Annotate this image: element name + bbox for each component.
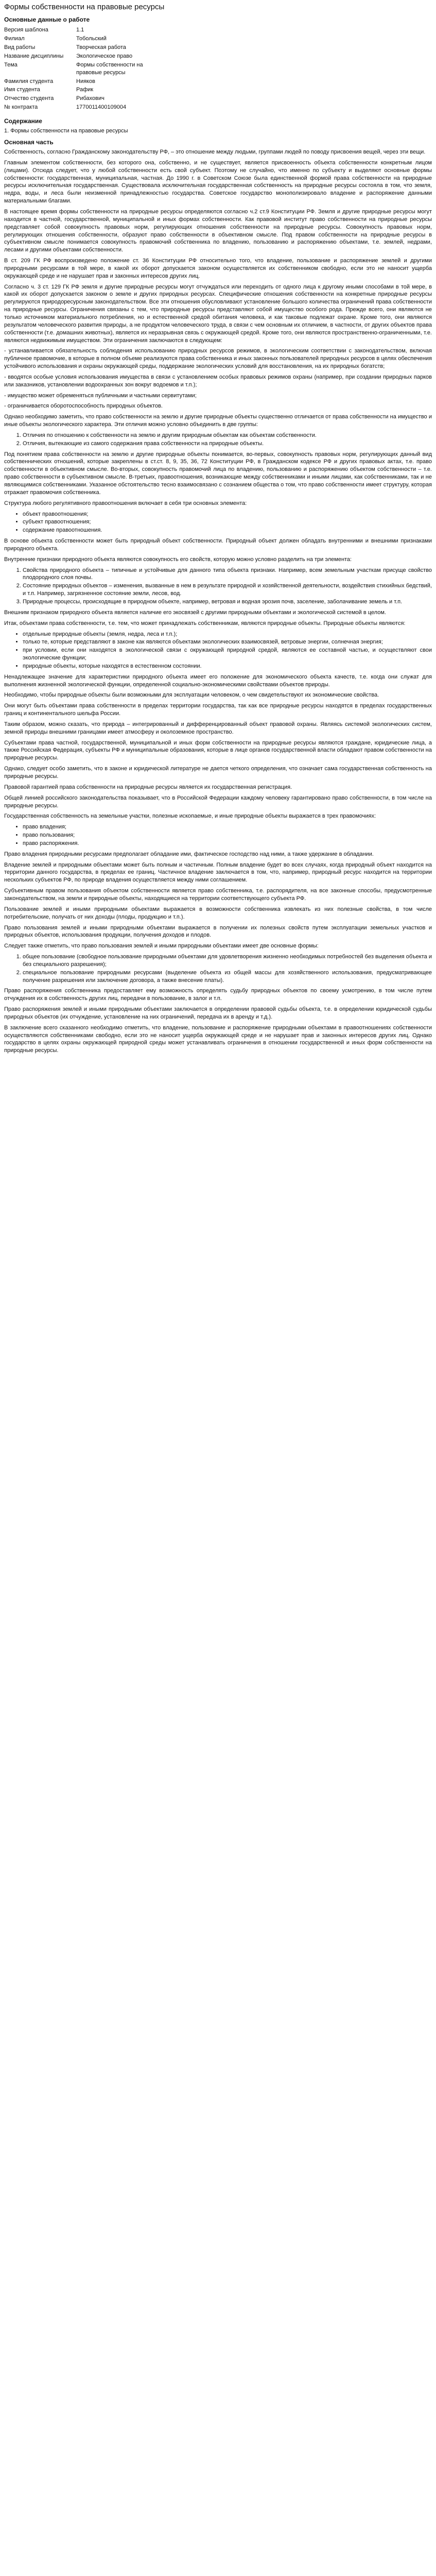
list-item: • при условии, если они находятся в экологической связи с окружающей природной средой, являются ее составной частью, и осуществляют свои экологические функции; [23,647,432,662]
meta-value: Рибахович [76,95,104,102]
main-heading: Основная часть [4,138,54,146]
paragraph: - вводятся особые условия использования имущества в связи с установлением особых правовых режимов охраны (например, при создании природных парков или заказников, установлении водоохранных зон вокруг водоемов и т.п.); [4,374,432,388]
paragraph: Владение землей и природными объектами может быть полным и частичным. Полным владение будет во всех случаях, когда природный объект находится на территории данного государства, в пределах ее границ. Частичное владение заключается в том, что, например, природный ресурс находится на территории нескольких субъектов РФ, по природе владения осуществляется между ними соглашением. [4,861,432,884]
objects-list [4,631,432,670]
paragraph: Общей линией российского законодательства показывает, что в Российской Федерации каждому человеку гарантировано право собственности, в том числе на природные ресурсы. [4,794,432,809]
paragraph: Право распоряжения собственника предоставляет ему возможность определять судьбу природных объектов по своему усмотрению, в том числе путем отчуждения их в собственность других лиц, передачи в пользование, в залог и т.п. [4,988,432,1002]
list-item: • объект правоотношения; [23,511,432,518]
paragraph: Однако необходимо заметить, что право собственности на землю и другие природные объекты существенно отличается от права собственности на имущество и иные объекты экологического характера. Эти отличия можно условно объединить в две группы: [4,414,432,428]
paragraph: Внешним признаком природного объекта является наличие его экосвязей с другими природными объектами и экологической системой в целом. [4,609,386,616]
meta-row [4,77,148,86]
meta-value: 1770011400109004 [76,104,127,111]
meta-row [4,61,148,77]
list-item: • отдельные природные объекты (земля, недра, леса и т.п.); [23,631,432,638]
info-heading: Основные данные о работе [4,16,90,24]
paragraph: Правовой гарантией права собственности на природные ресурсы является их государственная регистрация. [4,784,292,790]
paragraph: В настоящее время формы собственности на природные ресурсы определяются согласно ч.2 ст.9 Конституции РФ. Земля и другие природные ресурсы могут находится в частной, государственной, муниципальной и иных формах собственности. Как правовой институт право собственности на природные ресурсы представляет собой совокупность правовых норм, регулирующих отношения собственности на природные ресурсы. Совокупность правовых норм, регулирующих отношения собственности, образуют право собственности в объективном смысле. Под правом собственности на природные ресурсы в субъективном смысле понимается совокупность правомочий собственника по владению, пользованию и распоряжению объектами, т.е. землей, недрами, лесами и другими объектами собственности. [4,209,432,253]
meta-value: Нияков [76,78,95,84]
paragraph: Согласно ч. 3 ст. 129 ГК РФ земля и другие природные ресурсы могут отчуждаться или переходить от одного лица к другому иными способами в той мере, в какой их оборот допускается законом о земле и других природных ресурсах. Специфические отношения собственности на конкретные природные ресурсы регулируются природоресурсным законодательством. Все эти отношения обусловливают установление большого количества ограничений права собственности на природные ресурсы. Ограничения связаны с тем, что природные ресурсы представляют собой имущество особого рода. Прежде всего, они являются не только источником материального потребления, но и естественной средой обитания человека, и как таковые подлежат охране. Кроме того, они являются результатом человеческого развития природы, а не продуктом человеческого труда, в связи с чем основным их отличием, в частности, от других объектов права собственности (т.е. домашних животных), является их неразрывная связь с окружающей средой. Кроме того, они являются пространственно-ограниченными, т.е. являются недвижимым имуществом. Эти ограничения заключаются в следующем: [4,283,432,344]
main-content [4,148,432,1055]
list-item: 2. Состояние природных объектов – изменения, вызванные в нем в результате природной и хозяйственной деятельности, воздействия стихийных бедствий, и т.п. Например, загрязненное состояние земли, лесов, вод. [23,582,432,598]
meta-key: Отчество студента [4,95,54,102]
meta-value: Тобольский [76,36,107,42]
meta-row [4,86,148,94]
list-item: 2. Отличия, вытекающие из самого содержания права собственности на природные объекты. [23,440,432,448]
paragraph: Главным элементом собственности, без которого она, собственно, и не существует, является присвоенность объекта собственности конкретным лицом (лицами). Отсюда следует, что у любой собственности есть свой субъект. Поэтому не случайно, что именно по субъекту и выделяют основные формы собственности: государственная, муниципальная, частная. До 1990 г. в Советском Союзе была единственной формой права собственности на природные ресурсы исключительная государственная. Существовала исключительная государственная собственность на природные ресурсы состояла в том, что земля, недра, воды, и леса были неизменной принадлежностью государства. Советское государство монополизировало владение и распоряжение данными материальными благами. [4,159,432,205]
list-item: • только те, которые представляют в законе как являются объектами экологических взаимосвязей, ветровые энергии, солнечная энергия; [23,638,432,646]
three-rights-list [4,823,432,848]
meta-row [4,94,148,103]
list-item: • право распоряжения. [23,840,432,848]
document-page [0,0,436,1068]
paragraph: Следует также отметить, что право пользования землей и иными природными объектами имеет две основные формы: [4,943,319,950]
paragraph: Право владения природными ресурсами предполагает обладание ими, фактическое господство над ними, а также удержание в обладании. [4,851,374,857]
paragraph: Субъектами права частной, государственной, муниципальной и иных форм собственности на природные ресурсы являются граждане, юридические лица, а также Российская Федерация, субъекты РФ и муниципальные образования, которые в лице органов государственной власти обладают правом собственности на природные ресурсы. [4,739,432,761]
paragraph: - ограничивается оборотоспособность природных объектов. [4,403,163,410]
meta-table [4,26,148,111]
paragraph: Право распоряжения землей и иными природными объектами заключается в определении правовой судьбы объекта, т.е. в определении юридической судьбы природных объектов (их отчуждение, установление на них ограничений, передача их в аренду и т.д.). [4,1006,432,1020]
meta-key: Филиал [4,36,25,42]
list-item: 1. общее пользование (свободное пользование природными объектами для удовлетворения жизненно необходимых потребностей без выделения объекта и без специального разрешения); [23,953,432,969]
paragraph: Они могут быть объектами права собственности в пределах территории государства, так как все природные ресурсы находятся в пределах государственных границ и континентального шельфа России. [4,703,432,717]
meta-key: Имя студента [4,87,40,93]
internal-features-list [4,567,432,606]
paragraph: Необходимо, чтобы природные объекты были возможными для эксплуатации человеком, о чем свидетельствуют их экономические свойства. [4,692,379,699]
paragraph: - устанавливается обязательность соблюдения использованию природных ресурсов режимов, в экологическим соответствии с законодательством, включая публичное правомочие, в которые в полном объеме реализуются права собственника и иных законных пользователей природных ресурсов в целях обеспечения устойчивого использования и охраны окружающей среды, поддержание экологических условий для восстановления, на их природных богатств; [4,348,432,370]
list-item: • субъект правоотношения; [23,518,432,526]
structure-list [4,511,432,535]
toc-section [4,117,432,135]
paragraph: Ненадлежащее значение для характеристики природного объекта имеет его положение для экономического объекта качеств, т.е. когда они служат для выполнения жизненной экологической функции, определенной социально-экономическими свойствами объектов природы. [4,673,432,688]
meta-row [4,43,148,52]
list-item: 3. Природные процессы, происходящие в природном объекте, например, ветровая и водная эрозия почв, заселение, заболачивание земель и т.п. [23,598,432,606]
meta-value: Рафик [76,87,94,93]
paragraph: Однако, следует особо заметить, что в законе и юридической литературе не дается четкого определения, что означает сама государственная собственность на природные ресурсы. [4,766,432,779]
meta-row [4,35,148,43]
list-item: • содержание правоотношения. [23,527,432,534]
paragraph: - имущество может обременяться публичными и частными сервитутами; [4,392,197,399]
paragraph: Под понятием права собственности на землю и другие природные объекты понимается, во-первых, совокупность правовых норм, регулирующих данный вид собственнических отношений, которые закреплены в ст.ст. 8, 9, 35, 36, 72 Конституции РФ, в Гражданском кодексе РФ и других правовых актах, т.е. право собственности в объективном смысле. Во-вторых, совокупность правомочий лица по владению, пользованию и распоряжению объектом собственности – т.е. право собственности в субъективном смысле. В-третьих, правоотношения, возникающие между собственниками и иными лицами, как собственниками, так и не являющимися собственниками. Указанное обстоятельство тесно взаимосвязано с сознанием общества о том, что право собственности имеет структуру, которая отражает правомочия собственника. [4,451,432,496]
paragraph: Собственность, согласно Гражданскому законодательству РФ, – это отношение между людьми, группами людей по поводу присвоения вещей, через эти вещи. [4,149,426,156]
meta-value: Творческая работа [76,44,126,51]
differences-list [4,432,432,448]
paragraph: Итак, объектами права собственности, т.е. тем, что может принадлежать собственникам, являются природные объекты. Природные объекты являются: [4,620,406,626]
meta-value: 1.1 [76,27,84,33]
paragraph: Внутренние признаки природного объекта являются совокупность его свойств, которую можно условно разделить на три элемента: [4,556,352,563]
list-item: • право владения; [23,823,432,831]
list-item: • право пользования; [23,832,432,839]
meta-row [4,103,148,112]
page-title: Формы собственности на правовые ресурсы [4,3,165,11]
toc-item[interactable]: 1. Формы собственности на правовые ресурсы [4,128,128,134]
paragraph: Государственная собственность на земельные участки, полезные ископаемые, и иные природные объекты выражается в трех правомочиях: [4,813,376,820]
toc-heading: Содержание [4,117,42,125]
use-forms-list [4,953,432,984]
meta-value: Формы собственности на правовые ресурсы [76,61,143,76]
meta-row [4,52,148,61]
paragraph: Пользование землей и иными природными объектами выражается в возможности собственника извлекать из них полезные свойства, в том числе потребительские, получать от них доходы (плоды, продукцию и т.п.). [4,906,432,920]
list-item: • природные объекты, которые находятся в естественном состоянии. [23,663,432,670]
meta-key: Название дисциплины [4,53,64,59]
list-item: 1. Свойства природного объекта – типичные и устойчивые для данного типа объекта признаки. Например, всем земельным участкам присуще свойство плодородного слоя почвы. [23,567,432,582]
paragraph: Таким образом, можно сказать, что природа – интегрированный и дифференцированный объект правовой охраны. Являясь системой экологических систем, земной природы внешними границами имеет атмосферу и околоземное пространство. [4,721,432,735]
meta-key: Тема [4,61,18,68]
list-item: 2. специальное пользование природными ресурсами (выделение объекта из общей массы для хозяйственного использования, предусматривающее получение разрешения или заключение договора, а также внесение платы). [23,969,432,985]
paragraph: Структура любого регулятивного правоотношения включает в себя три основных элемента: [4,500,247,506]
meta-row [4,26,148,35]
meta-key: Версия шаблона [4,27,48,33]
paragraph: Субъективным правом пользования объектом собственности является право собственника, т.е. распорядителя, на все законные способы, предусмотренные законодательством, на земли и природные объекты, находящиеся на территории соответствующего субъекта РФ. [4,888,432,902]
paragraph: Право пользования землей и иными природными объектами выражается в получении их полезных свойств путем эксплуатации земельных участков и природных объектов, использования продукции, получения доходов и плодов. [4,924,432,939]
meta-value: Экологическое право [76,53,133,59]
meta-key: № контракта [4,104,38,111]
paragraph: В основе объекта собственности может быть природный объект собственности. Природный объект должен обладать внутренними и внешними признаками природного объекта. [4,538,432,552]
paragraph: В ст. 209 ГК РФ воспроизведено положение ст. 36 Конституции РФ относительно того, что владение, пользование и распоряжение землей и другими природными ресурсами в той мере, в какой их оборот допускается законом осуществляется их собственником свободно, если это не наносит ущерба окружающей среде и не нарушает прав и законных интересов других лиц. [4,258,432,279]
paragraph: В заключение всего сказанного необходимо отметить, что владение, пользование и распоряжение природными объектами в правоотношениях собственности осуществляются собственниками свободно, если это не наносит ущерба окружающей среде и не нарушает прав и законных интересов других лиц. Однако государство в целях охраны окружающей природной среды может устанавливать ограничения в отношении государственной и иных форм собственности на природные ресурсы. [4,1024,432,1054]
list-item: 1. Отличия по отношению к собственности на землю и другим природным объектам как объектам собственности. [23,432,432,439]
meta-key: Вид работы [4,44,36,51]
meta-key: Фамилия студента [4,78,54,84]
